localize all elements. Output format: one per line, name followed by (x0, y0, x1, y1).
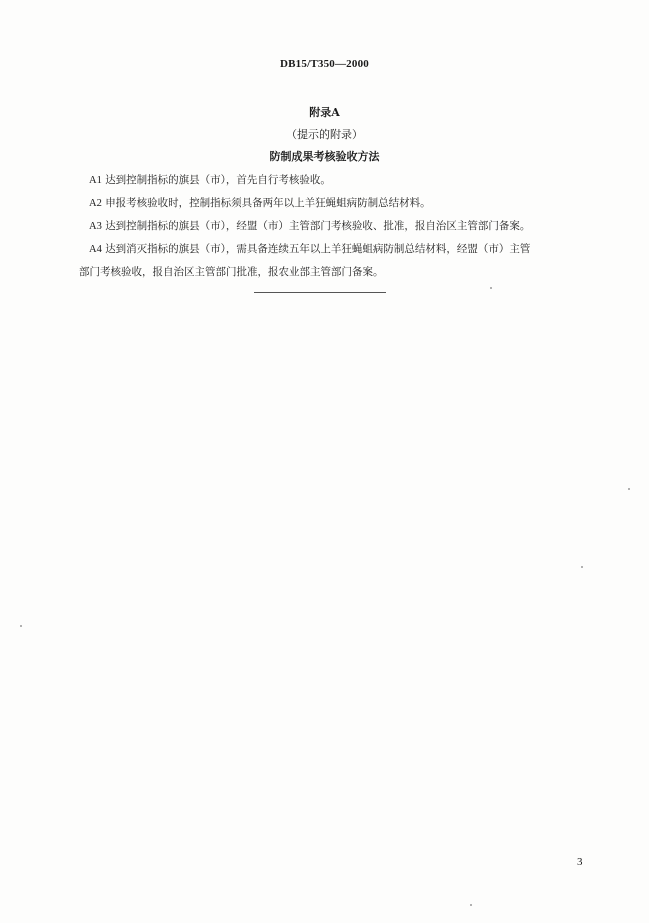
appendix-note: （提示的附录） (286, 128, 363, 141)
section-title: 防制成果考核验收方法 (269, 150, 380, 163)
clause-code: A1 (89, 175, 102, 186)
standard-code-header: DB15/T350—2000 (280, 58, 369, 70)
end-divider (254, 292, 386, 293)
scan-speck (490, 287, 492, 289)
clause-a2 (89, 192, 604, 215)
clause-text: 达到消灭指标的旗县（市），需具备连续五年以上羊狂蝇蛆病防制总结材料，经盟（市）主管 (105, 243, 531, 255)
clause-code: A4 (89, 244, 102, 255)
clause-text: 申报考核验收时，控制指标须具备两年以上羊狂蝇蛆病防制总结材料。 (105, 197, 431, 209)
clause-list (79, 169, 604, 283)
clause-a4 (89, 238, 604, 261)
scan-speck (470, 904, 472, 906)
clause-code: A3 (89, 221, 102, 232)
scan-speck (628, 488, 630, 490)
scan-speck (20, 625, 22, 627)
clause-a4-continuation: 部门考核验收，报自治区主管部门批准，报农业部主管部门备案。 (79, 266, 384, 278)
page-number: 3 (577, 856, 583, 868)
clause-code: A2 (89, 198, 102, 209)
clause-text: 达到控制指标的旗县（市），首先自行考核验收。 (105, 174, 331, 186)
clause-a1 (89, 169, 604, 192)
clause-text: 达到控制指标的旗县（市），经盟（市）主管部门考核验收、批准，报自治区主管部门备案。 (105, 220, 531, 232)
clause-a3 (89, 215, 604, 238)
scan-speck (581, 566, 583, 568)
appendix-title: 附录A (309, 106, 340, 119)
